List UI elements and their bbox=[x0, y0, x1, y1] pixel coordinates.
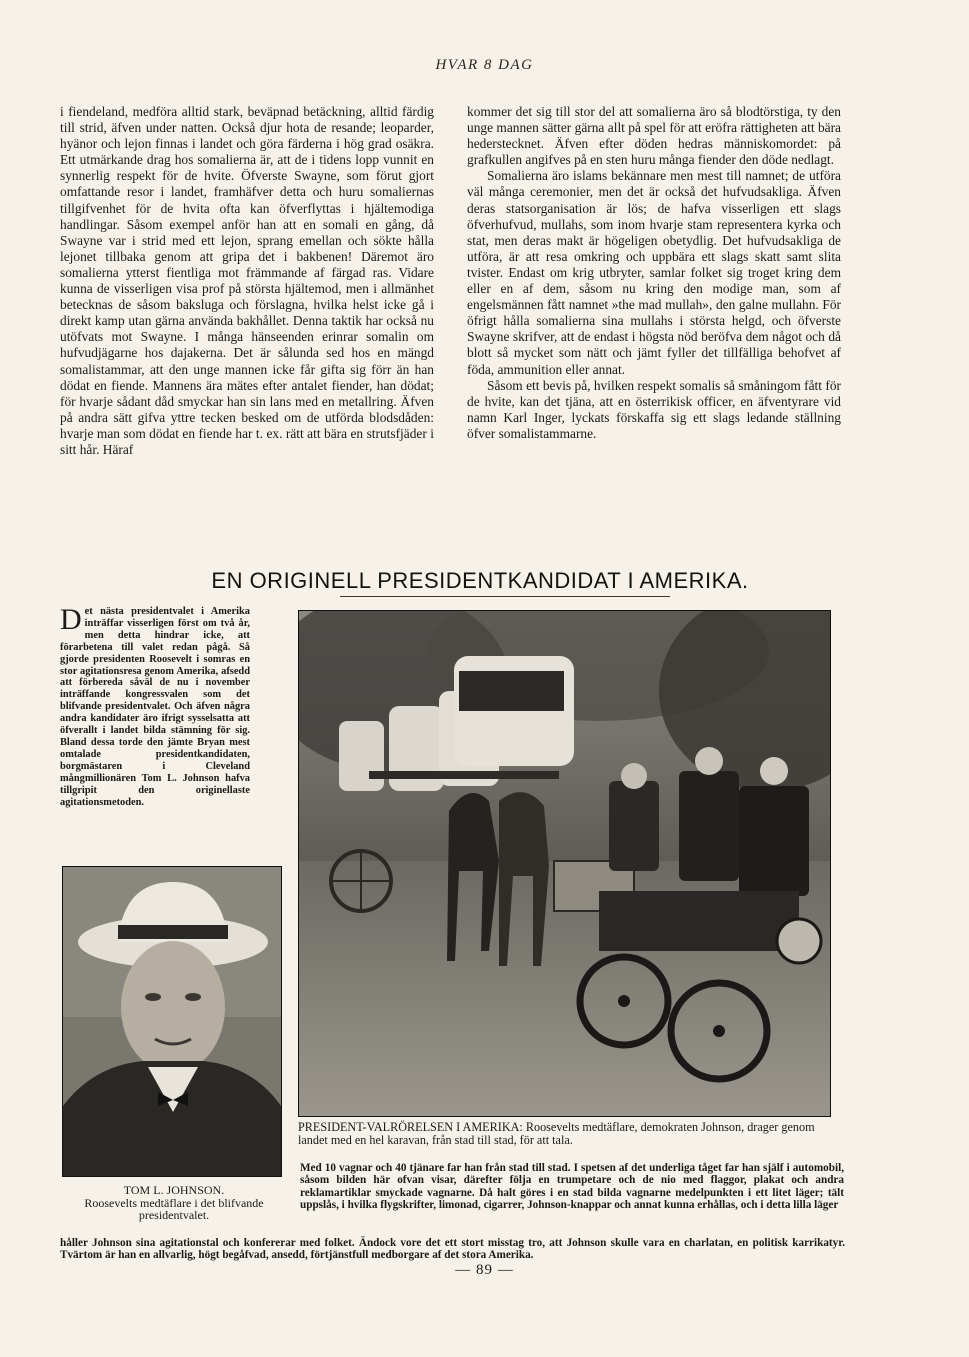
article-column-left bbox=[60, 104, 434, 556]
right-column-paragraph-2: Somalierna äro islams bekännare men mest till namnet; de utföra väl många ceremonier, men det är också det hufvudsakliga. Äfven deras statsorganisation är lös; de hafva visserligen ett slags öfverhufvud, mullahs, som inom hvarje stam representera kyrka och stat, men deras makt är högeligen obetydlig. Det hufvudsakliga de utföra, är att resa omkring och uppbära ett slags skatt samt slita tvister. Endast om krig utbryter, samlar folket sig troget kring dem eller en af dem, såsom nu kring den modige man, som af engelsmännen fått namnet »the mad mullah», den galne mullahn. För öfrigt hålla somalierna sina mullahs i största helgd, och öfverste Swayne skrifver, att de endast i högsta nöd beröfva dem något och då blott så mycket som nätt och jämt fyller det tillfälliga behofvet af föda, ammunition eller annat. bbox=[467, 168, 841, 377]
caption-paragraph-lower: håller Johnson sina agitationstal och konfererar med folket. Ändock vore det ett stort misstag tro, att Johnson skulle vara en charlatan, en politisk karrikatyr. Tvärtom är han en allvarlig, högt begåfvad, ansedd, förtjänstfull medborgare af det stora Amerika. bbox=[60, 1237, 845, 1262]
headline-rule bbox=[340, 596, 670, 597]
left-column-paragraph: i fiendeland, medföra alltid stark, beväpnad betäckning, alltid färdig till strid, äfven under natten. Också djur hota de resande; leoparder, hyänor och lejon finnas i landet och göra färderna i hög grad osäkra. Ett utmärkande drag hos somalierna är, att de i tidens lopp vunnit en synnerlig respekt för de hvite. Öfverste Swayne, som förut gjort omfattande resor i landet, framhäfver detta och huru somaliernas tillgifvenhet för de hvita ofta kan öfverflyttas i hjältemodiga handlingar. Såsom exempel anför han att en somali en gång, då Swayne var i strid med ett lejon, sprang emellan och sökte hålla lejonet tillbaka genom att gripa det i bakbenen! Däremot äro somalierna ytterst fientliga mot främmande af färgad ras. Vidare kunna de visserligen visa prof på största hjältemod, men i allmänhet betecknas de såsom baksluga och förslagna, hvilka helst icke gå i direkt kamp utan gärna använda bakhållet. Denna taktik har också nu utöfvats mot Swayne. I många hänseenden erinrar somalin om hufvudjägarne hos dajakerna. Det är sålunda sed hos en mängd somalistammar, att den unge mannen icke får gifta sig förr än han dödat en fiende. Mannens ära mätes efter antalet fiender, han dödat; för hvarje sådant dåd smyckar han sin lans med en metallring. Äfven på andra sätt gifva yttre tecken besked om de utförda blodsdåden: hvarje man som dödat en fiende har t. ex. rätt att bära en strutsfjäder i sitt hår. Häraf bbox=[60, 104, 434, 457]
article-headline: EN ORIGINELL PRESIDENTKANDIDAT I AMERIKA. bbox=[211, 568, 749, 593]
street-photo-caption: PRESIDENT-VALRÖRELSEN I AMERIKA: Roosevelts medtäflare, demokraten Johnson, drager genom landet med en hel karavan, från stad till stad, för att tala. bbox=[298, 1120, 815, 1148]
street-photo-illustration bbox=[299, 611, 830, 1116]
intro-text: et nästa presidentvalet i Amerika inträffar visserligen först om två år, men detta hindrar icke, att förarbetena till valet redan pågå. Så gjorde presidenten Roosevelt i somras en stor agitationsresa genom Amerika, afsedd att förbereda såväl de nu i november inträffande kongressvalen som det blifvande presidentvalet. Och äfven några andra kandidater äro ifrigt sysselsatta att öfverallt i landet bilda stämning för sig. Bland dessa torde den jämte Bryan mest omtalade presidentkandidaten, borgmästaren i Cleveland mångmillionären Tom L. Johnson hafva tillgripit den originellaste agitationsmetoden. bbox=[60, 606, 250, 808]
portrait-photo bbox=[62, 866, 282, 1177]
right-column-paragraph-1: kommer det sig till stor del att somalierna äro så blodtörstiga, ty den unge mannen sätter gärna allt på spel för att eröfra rättigheten att bära hederstecknet. Äfven efter döden hedras människomordet: på grafkullen angifves på en sten huru många fiender den döde nedlagt. bbox=[467, 104, 841, 168]
page-number: — 89 — bbox=[455, 1262, 514, 1278]
portrait-caption-text: Roosevelts medtäflare i det blifvande presidentvalet. bbox=[84, 1195, 264, 1223]
caption-paragraph-upper: Med 10 vagnar och 40 tjänare far han från stad till stad. I spetsen af det underliga tåget far han själf i automobil, såsom bilden här ofvan visar, därefter följa en trumpetare och de nio med flaggor, plakat och andra reklamartiklar smyckade vagnarne. Då halt göres i en stad bilda vagnarne medelpunkten i ett litet läger; tält uppslås, i hvilka flygskrifter, limonad, cigarrer, Johnson-knappar och annat kunna erhållas, och i detta lilla läger bbox=[300, 1162, 844, 1212]
right-column-paragraph-3: Såsom ett bevis på, hvilken respekt somalis så småningom fått för de hvite, kan det tjäna, att en österrikisk officer, en äfventyrare vid namn Karl Inger, lyckats förskaffa sig ett slags ledande ställning öfver somalistammarne. bbox=[467, 377, 841, 441]
intro-paragraph bbox=[60, 606, 250, 851]
street-photo bbox=[298, 610, 831, 1117]
portrait-caption-name: TOM L. JOHNSON. bbox=[123, 1183, 225, 1197]
drop-cap: D bbox=[60, 606, 82, 636]
portrait-illustration bbox=[63, 867, 281, 1176]
article-column-right bbox=[467, 104, 841, 556]
portrait-caption bbox=[54, 1184, 294, 1222]
running-head: HVAR 8 DAG bbox=[435, 57, 534, 73]
